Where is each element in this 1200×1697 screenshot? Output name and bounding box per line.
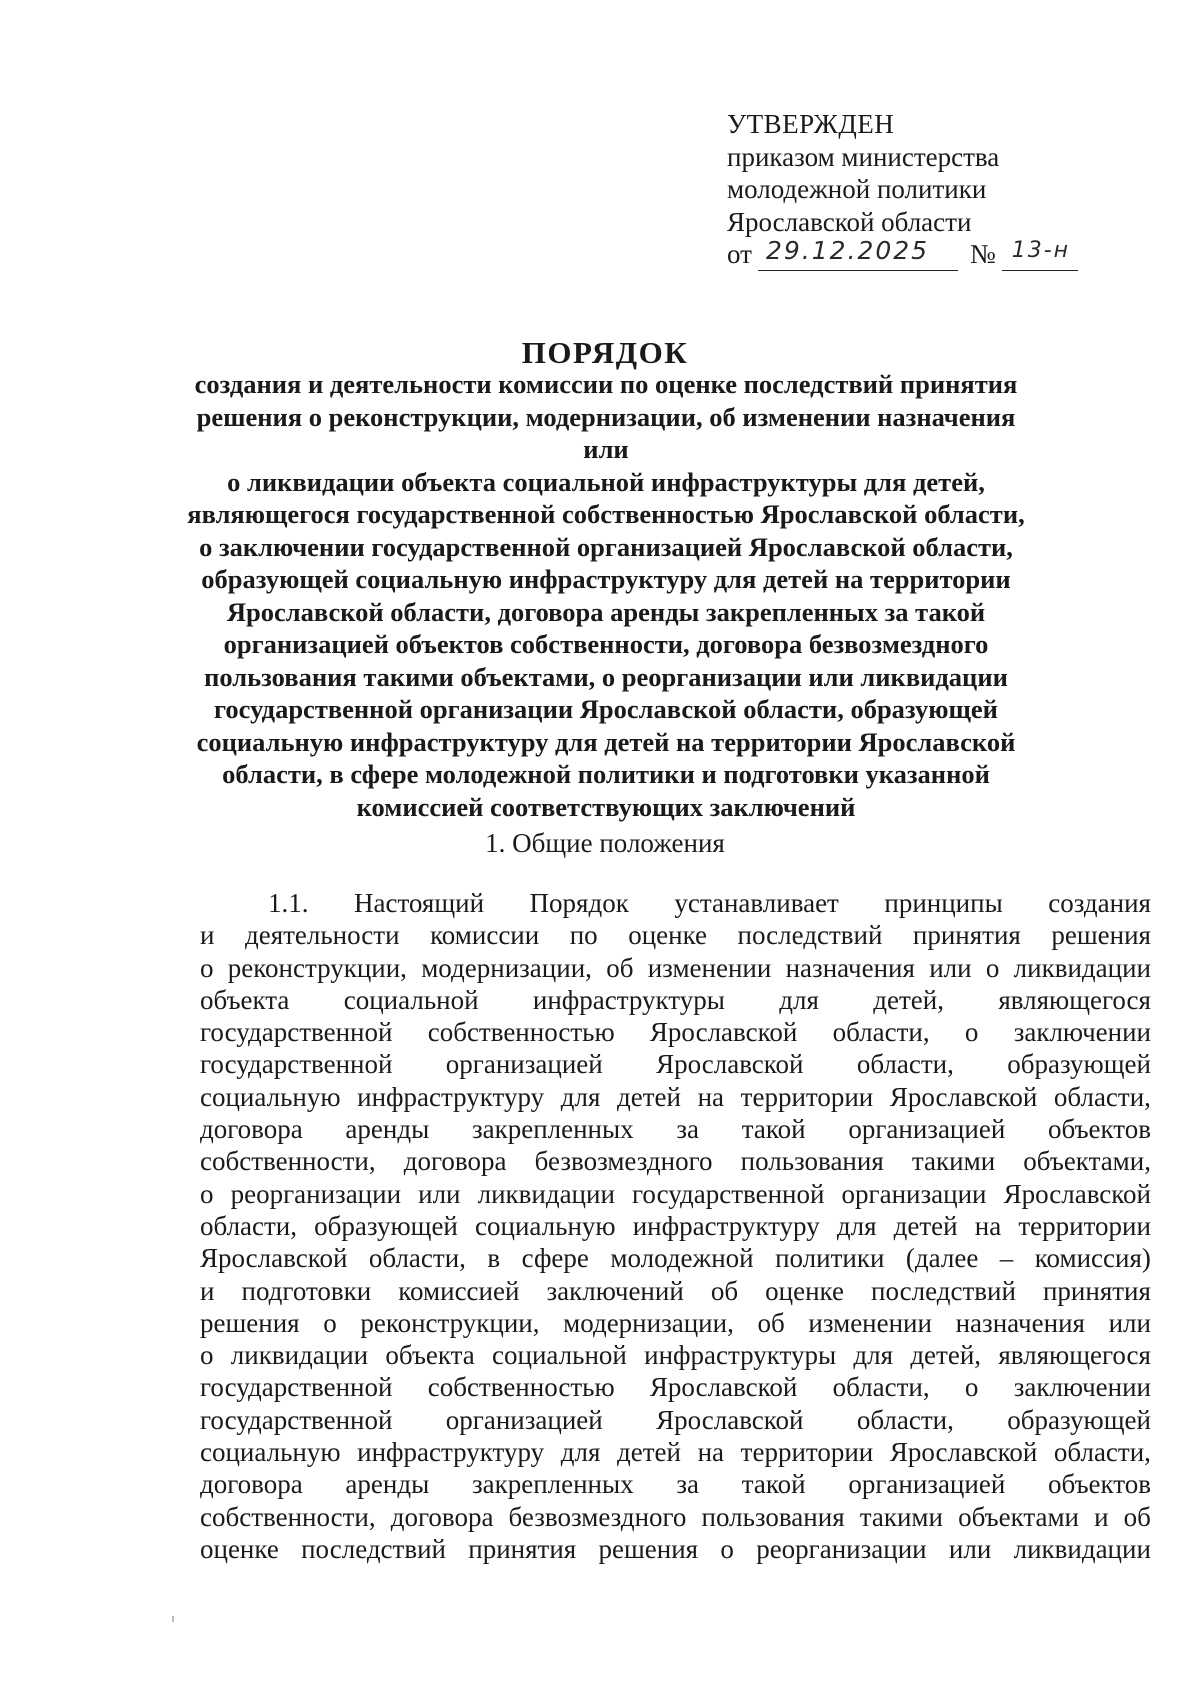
word: области, (832, 1017, 930, 1048)
word: принципы (884, 888, 1003, 918)
word: Ярославской (1003, 1178, 1151, 1209)
word: организацией (445, 1404, 603, 1435)
word: закрепленных (471, 1469, 634, 1500)
word: принятия (468, 1533, 577, 1564)
paragraph-line (200, 1501, 1151, 1533)
handwritten-date: 29.12.2025 (765, 236, 930, 265)
word: о (200, 1178, 214, 1209)
word: детей (617, 1081, 681, 1112)
word: области, (832, 1372, 930, 1403)
word: принятия (912, 920, 1021, 951)
word: назначения (955, 1307, 1085, 1338)
word: для (779, 984, 819, 1015)
word: реконструкции, (360, 1307, 540, 1338)
word: для (560, 1437, 601, 1468)
word: принятия (1042, 1275, 1151, 1306)
word: территории (1018, 1210, 1151, 1241)
word: социальную (475, 1210, 616, 1241)
word: на (697, 1437, 725, 1468)
word: в (487, 1243, 501, 1274)
paragraph-line (200, 1048, 1151, 1080)
word: или (929, 952, 972, 983)
word: оценке (628, 920, 707, 951)
approval-block (727, 108, 1127, 271)
word: изменении (647, 952, 772, 983)
subtitle-line: о ликвидации объекта социальной инфраструктуры для детей, (227, 466, 985, 497)
word: заключений (546, 1275, 684, 1306)
paragraph-line (200, 1178, 1151, 1210)
approval-line: молодежной политики (727, 174, 987, 204)
word: реорганизации (230, 1178, 402, 1209)
word: или (948, 1533, 992, 1564)
word: объектами (958, 1501, 1079, 1532)
word: модернизации, (421, 952, 592, 983)
word: безвозмездного (534, 1146, 713, 1177)
approval-line: приказом министерства (727, 141, 1000, 172)
subtitle-line: государственной организации Ярославской области, образующей (214, 694, 998, 724)
paragraph-line (200, 1242, 1151, 1274)
word: Порядок (529, 888, 629, 918)
word: и (1094, 1501, 1109, 1532)
paragraph-line (200, 1436, 1151, 1468)
word: государственной (200, 1372, 393, 1403)
date-prefix: от (727, 239, 752, 269)
subtitle-line: создания и деятельности комиссии по оценке последствий принятия (194, 369, 1018, 399)
paragraph-line (200, 1468, 1151, 1500)
word: ликвидации (230, 1340, 369, 1371)
word: договора (200, 1469, 303, 1500)
subtitle-line: о заключении государственной организацией Ярославской области, (199, 531, 1013, 562)
word: области, (1053, 1081, 1151, 1112)
word: объектов (1048, 1114, 1151, 1145)
word: последствий (737, 920, 883, 951)
word: 1.1. (268, 888, 309, 918)
paragraph-line (200, 1275, 1151, 1307)
word: о (985, 952, 1000, 983)
word: такими (859, 1501, 943, 1532)
word: детей, (873, 984, 944, 1015)
word: государственной (200, 1017, 393, 1048)
word: оценке (765, 1275, 844, 1306)
word: комиссией (398, 1275, 520, 1306)
word: – (999, 1243, 1014, 1274)
paragraph-line (200, 1081, 1151, 1113)
word: собственностью (427, 1372, 615, 1403)
word: Ярославской (656, 1049, 804, 1080)
word: Ярославской (649, 1017, 798, 1048)
word: и (200, 920, 215, 951)
word: о (964, 1372, 979, 1403)
word: заключении (1013, 1017, 1151, 1048)
word: на (974, 1210, 1002, 1241)
word: реорганизации (756, 1533, 927, 1564)
word: территории (740, 1081, 874, 1112)
word: детей (617, 1437, 681, 1468)
word: социальной (492, 1340, 627, 1371)
word: комиссии (430, 920, 540, 951)
word: Ярославской (649, 1372, 798, 1403)
word: создания (1048, 888, 1151, 918)
word: для (853, 1340, 894, 1371)
word: детей, (910, 1340, 982, 1371)
subtitle-line: Ярославской области, договора аренды закрепленных за такой (226, 596, 986, 627)
word: об (606, 952, 634, 983)
word: ликвидации (477, 1178, 615, 1209)
word: пользования (740, 1146, 884, 1177)
word: реконструкции, (227, 952, 407, 983)
word: или (418, 1178, 461, 1209)
number-prefix: № (969, 239, 996, 269)
paragraph-line (200, 1113, 1151, 1145)
word: для (560, 1081, 601, 1112)
word: о (200, 1340, 214, 1371)
paragraph-line (200, 887, 1151, 919)
word: комиссия) (1034, 1243, 1151, 1274)
word: области, (1053, 1437, 1151, 1468)
word: собственностью (427, 1017, 615, 1048)
word: являющегося (998, 984, 1151, 1015)
paragraph-line (200, 919, 1151, 951)
approval-line: Ярославской области (727, 206, 972, 237)
word: являющегося (998, 1340, 1151, 1371)
word: за (676, 1469, 700, 1500)
word: организацией (848, 1114, 1006, 1145)
subtitle-line: пользования такими объектами, о реорганизации или ликвидации (204, 661, 1008, 692)
word: объекта (200, 984, 290, 1015)
word: объектов (1048, 1469, 1151, 1500)
word: пользования (701, 1501, 845, 1532)
document-subtitle (186, 368, 1026, 823)
subtitle-line: комиссией соответствующих заключений (356, 791, 856, 822)
word: такими (911, 1146, 996, 1177)
body-text (200, 887, 1151, 1565)
word: области, (856, 1049, 954, 1080)
approval-heading: УТВЕРЖДЕН (727, 109, 895, 139)
paragraph-line (200, 952, 1151, 984)
word: об (710, 1275, 739, 1306)
word: государственной (632, 1178, 825, 1209)
word: инфраструктуру (357, 1081, 545, 1112)
word: о (964, 1017, 979, 1048)
word: аренды (345, 1469, 430, 1500)
word: области, (368, 1243, 466, 1274)
word: о (323, 1307, 337, 1338)
subtitle-line: образующей социальную инфраструктуру для детей на территории (201, 564, 1011, 594)
word: об (757, 1307, 785, 1338)
word: молодежной (610, 1243, 754, 1274)
approval-date-number-line (727, 238, 1127, 271)
word: ликвидации (1013, 1533, 1151, 1564)
word: такой (741, 1114, 806, 1145)
paragraph-line (200, 1210, 1151, 1242)
subtitle-line: решения о реконструкции, модернизации, об изменении назначения или (196, 401, 1016, 464)
document-title: ПОРЯДОК (521, 335, 689, 370)
section-heading: 1. Общие положения (485, 828, 725, 858)
paragraph-line (200, 1339, 1151, 1371)
word: Ярославской (889, 1081, 1038, 1112)
word: сфере (521, 1243, 589, 1274)
paragraph-line (200, 1016, 1151, 1048)
subtitle-line: социальную инфраструктуру для детей на территории Ярославской (196, 726, 1016, 757)
word: детей (893, 1210, 958, 1241)
paragraph-line (200, 1533, 1151, 1565)
word: оценке (200, 1533, 279, 1564)
word: модернизации, (563, 1307, 734, 1338)
word: на (697, 1081, 725, 1112)
word: решения (598, 1533, 699, 1564)
paragraph-line (200, 1371, 1151, 1403)
word: подготовки (241, 1275, 372, 1306)
word: безвозмездного (508, 1501, 687, 1532)
word: образующей (1007, 1404, 1151, 1435)
word: для (836, 1210, 877, 1241)
word: о (200, 952, 214, 983)
word: закрепленных (471, 1114, 634, 1145)
word: такой (741, 1469, 806, 1500)
word: решения (1051, 920, 1151, 951)
number-blank (1002, 240, 1078, 271)
word: социальную (200, 1081, 341, 1112)
word: инфраструктуры (532, 984, 725, 1015)
word: организацией (445, 1049, 603, 1080)
word: объекта (385, 1340, 475, 1371)
word: устанавливает (674, 888, 839, 918)
word: договора (200, 1114, 303, 1145)
paragraph-line (200, 1404, 1151, 1436)
word: Ярославской (200, 1243, 348, 1274)
word: государственной (200, 1404, 393, 1435)
subtitle-line: организацией объектов собственности, договора безвозмездного (223, 629, 989, 659)
word: за (676, 1114, 700, 1145)
subtitle-line: являющегося государственной собственностью Ярославской области, (187, 499, 1025, 529)
date-blank (758, 236, 958, 271)
word: договора (390, 1501, 494, 1532)
word: области, (200, 1210, 298, 1241)
word: или (1108, 1307, 1151, 1338)
word: Настоящий (354, 888, 485, 918)
paragraph-line (200, 1307, 1151, 1339)
word: инфраструктуру (632, 1210, 820, 1241)
word: организации (841, 1178, 987, 1209)
word: организацией (848, 1469, 1006, 1500)
handwritten-number: 13-н (1011, 238, 1071, 263)
word: инфраструктуру (357, 1437, 545, 1468)
subtitle-line: области, в сфере молодежной политики и подготовки указанной (222, 759, 990, 789)
word: области, (856, 1404, 954, 1435)
word: образующей (1007, 1049, 1151, 1080)
word: ликвидации (1013, 952, 1151, 983)
word: собственности, (200, 1501, 376, 1532)
word: договора (403, 1146, 507, 1177)
word: об (1123, 1501, 1151, 1532)
word: собственности, (200, 1146, 376, 1177)
word: последствий (871, 1275, 1016, 1306)
word: о (720, 1533, 734, 1564)
paragraph-line (200, 984, 1151, 1016)
word: социальную (200, 1437, 341, 1468)
word: и (200, 1275, 215, 1306)
scan-artifact (172, 1616, 174, 1622)
word: деятельности (244, 920, 400, 951)
word: Ярославской (889, 1437, 1038, 1468)
word: инфраструктуры (644, 1340, 837, 1371)
word: изменении (808, 1307, 932, 1338)
word: Ярославской (656, 1404, 804, 1435)
word: социальной (343, 984, 479, 1015)
word: (далее (905, 1243, 979, 1274)
word: образующей (314, 1210, 458, 1241)
word: последствий (301, 1533, 446, 1564)
word: назначения (785, 952, 915, 983)
paragraph-line (200, 1145, 1151, 1177)
word: решения (200, 1307, 300, 1338)
word: политики (775, 1243, 885, 1274)
word: заключении (1013, 1372, 1151, 1403)
word: территории (740, 1437, 874, 1468)
word: государственной (200, 1049, 393, 1080)
word: объектами, (1023, 1146, 1151, 1177)
word: аренды (345, 1114, 430, 1145)
word: по (569, 920, 598, 951)
